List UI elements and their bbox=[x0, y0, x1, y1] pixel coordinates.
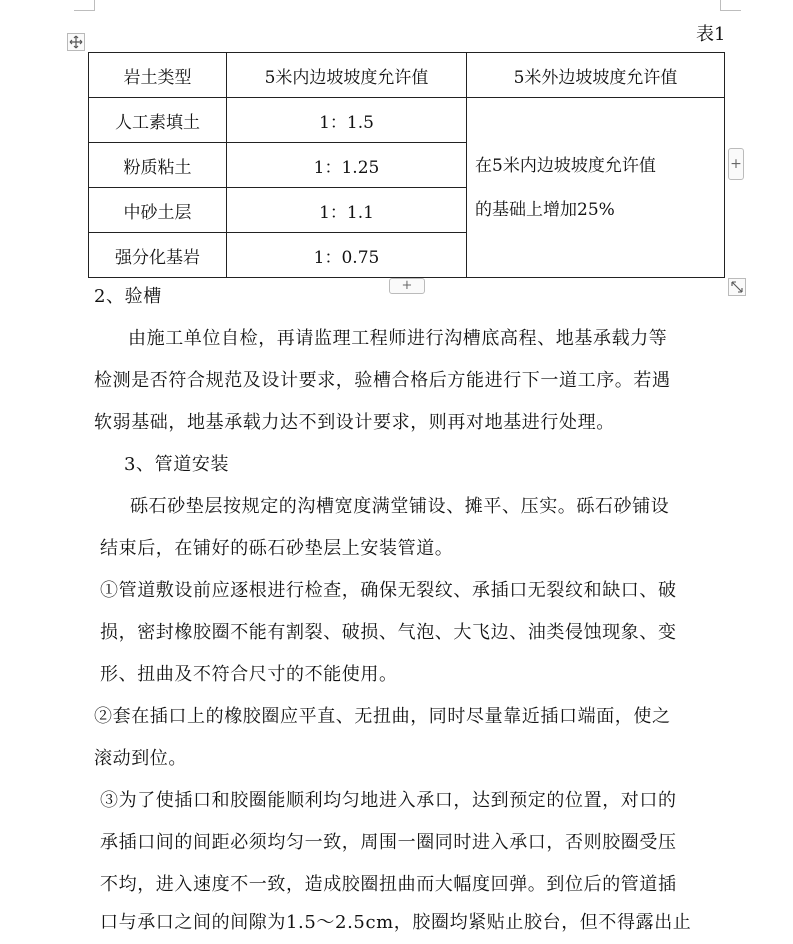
page-corner-mark-left bbox=[74, 0, 95, 11]
table-resize-icon[interactable] bbox=[728, 278, 746, 296]
table-move-icon[interactable] bbox=[67, 33, 85, 51]
soil-type-cell: 人工素填土 bbox=[89, 98, 227, 143]
paragraph-line: 由施工单位自检，再请监理工程师进行沟槽底高程、地基承载力等 bbox=[128, 328, 668, 349]
paragraph-line: 结束后，在铺好的砾石砂垫层上安装管道。 bbox=[100, 538, 454, 559]
page-corner-mark-right bbox=[720, 0, 741, 11]
header-beyond-5m: 5米外边坡坡度允许值 bbox=[467, 53, 725, 98]
table-label: 表1 bbox=[696, 24, 726, 45]
paragraph-line: 形、扭曲及不符合尺寸的不能使用。 bbox=[100, 664, 398, 685]
merged-note-line-2: 的基础上增加25% bbox=[475, 199, 615, 220]
slope-value-cell: 1：1.25 bbox=[227, 143, 467, 188]
merged-note-cell bbox=[467, 98, 725, 278]
paragraph-line: 损，密封橡胶圈不能有割裂、破损、气泡、大飞边、油类侵蚀现象、变 bbox=[100, 622, 677, 643]
soil-type-cell: 中砂土层 bbox=[89, 188, 227, 233]
section-heading-trench-inspection: 2、验槽 bbox=[94, 286, 162, 307]
table-header-row bbox=[89, 53, 725, 98]
header-within-5m: 5米内边坡坡度允许值 bbox=[227, 53, 467, 98]
header-soil-type: 岩土类型 bbox=[89, 53, 227, 98]
table-row bbox=[89, 98, 725, 143]
section-heading-pipe-installation: 3、管道安装 bbox=[124, 454, 230, 475]
paragraph-line: 不均，进入速度不一致，造成胶圈扭曲而大幅度回弹。到位后的管道插 bbox=[100, 874, 677, 895]
slope-value-cell: 1：1.1 bbox=[227, 188, 467, 233]
soil-type-cell: 粉质粘土 bbox=[89, 143, 227, 188]
slope-value-cell: 1：0.75 bbox=[227, 233, 467, 278]
paragraph-line: ③为了使插口和胶圈能顺利均匀地进入承口，达到预定的位置，对口的 bbox=[100, 790, 677, 811]
add-column-button[interactable]: + bbox=[728, 148, 744, 180]
merged-note-line-1: 在5米内边坡坡度允许值 bbox=[475, 155, 656, 176]
slope-table bbox=[88, 52, 725, 278]
paragraph-line: 检测是否符合规范及设计要求，验槽合格后方能进行下一道工序。若遇 bbox=[94, 370, 671, 391]
paragraph-line: 砾石砂垫层按规定的沟槽宽度满堂铺设、摊平、压实。砾石砂铺设 bbox=[130, 496, 670, 517]
slope-value-cell: 1：1.5 bbox=[227, 98, 467, 143]
soil-type-cell: 强分化基岩 bbox=[89, 233, 227, 278]
paragraph-line: 口与承口之间的间隙为1.5～2.5cm，胶圈均紧贴止胶台，但不得露出止 bbox=[100, 912, 692, 933]
paragraph-line: ①管道敷设前应逐根进行检查，确保无裂纹、承插口无裂纹和缺口、破 bbox=[100, 580, 677, 601]
add-row-button[interactable]: + bbox=[389, 278, 425, 294]
paragraph-line: 软弱基础，地基承载力达不到设计要求，则再对地基进行处理。 bbox=[94, 412, 615, 433]
paragraph-line: ②套在插口上的橡胶圈应平直、无扭曲，同时尽量靠近插口端面，使之 bbox=[94, 706, 671, 727]
paragraph-line: 滚动到位。 bbox=[94, 748, 187, 769]
paragraph-line: 承插口间的间距必须均匀一致，周围一圈同时进入承口，否则胶圈受压 bbox=[100, 832, 677, 853]
